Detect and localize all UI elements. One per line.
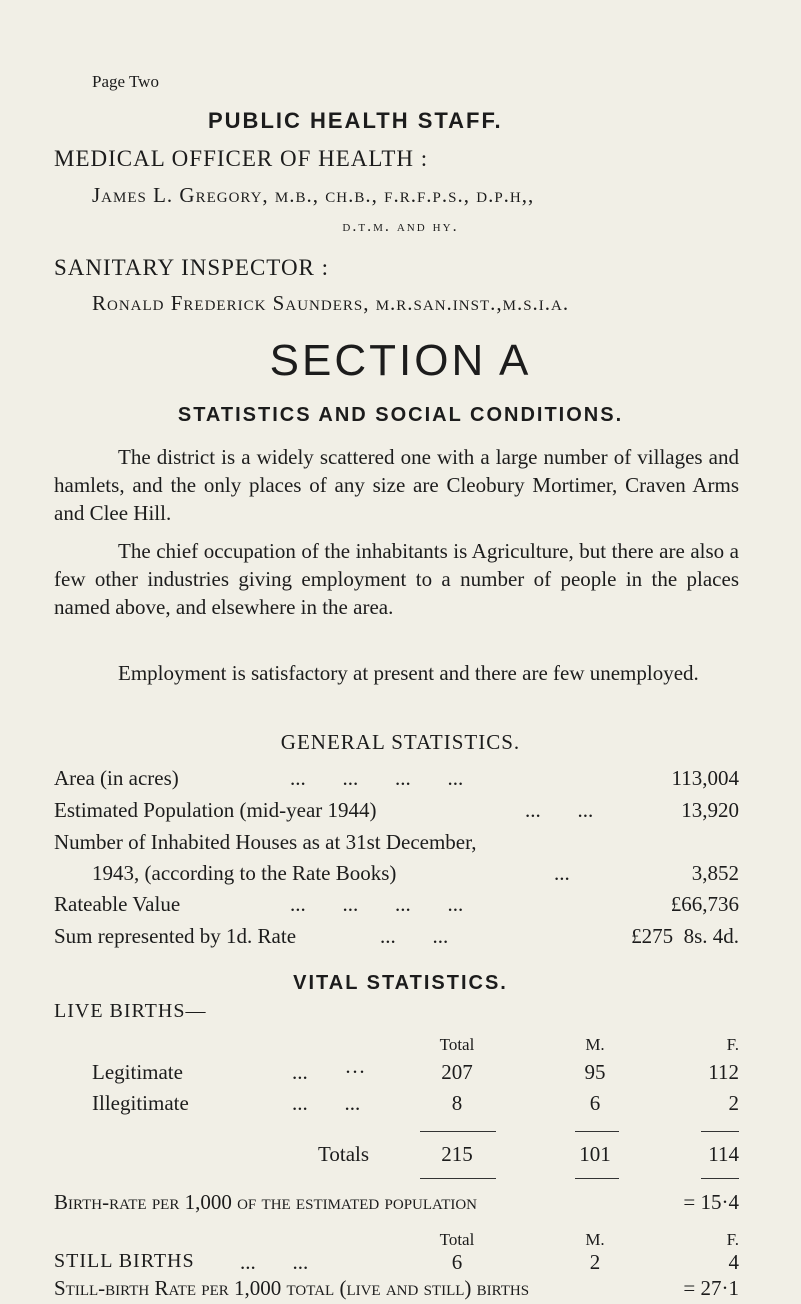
still-births-f: 4: [728, 1250, 739, 1274]
moh-title: MEDICAL OFFICER OF HEALTH :: [54, 146, 429, 171]
illegitimate-m: 6: [589, 1091, 601, 1115]
col-m: M.: [585, 1035, 605, 1054]
f-rule-bottom: [701, 1178, 739, 1179]
total-rule-bottom: [420, 1178, 496, 1179]
birth-rate-value: = 15·4: [683, 1190, 739, 1214]
still-col-m: M.: [585, 1230, 605, 1249]
gs-row-rate-dots: ... ...: [380, 924, 449, 948]
gs-row-population-label: Estimated Population (mid-year 1944): [54, 798, 377, 822]
totals-label: Totals: [318, 1142, 370, 1166]
moh-name: James L. Gregory, m.b., ch.b., f.r.f.p.s., d.p.h,,: [92, 183, 535, 207]
gs-row-rateable-label: Rateable Value: [54, 892, 181, 916]
live-births-label: LIVE BIRTHS—: [54, 1000, 207, 1022]
staff-heading: PUBLIC HEALTH STAFF.: [208, 108, 503, 133]
col-f: F.: [726, 1035, 739, 1054]
paragraph-occupation: The chief occupation of the inhabitants is Agriculture, but there are also a few other industries giving employment to a number of people in the places named above, and elsewhere in the area.: [54, 539, 739, 619]
gs-row-rate-value: £275 8s. 4d.: [631, 924, 739, 948]
gs-row-population-value: 13,920: [681, 798, 739, 822]
gs-row-houses-dots: ...: [554, 861, 570, 885]
gs-row-houses-label: Number of Inhabited Houses as at 31st December,: [54, 830, 477, 854]
general-statistics-heading: GENERAL STATISTICS.: [280, 730, 521, 754]
vital-statistics-heading: VITAL STATISTICS.: [293, 972, 508, 994]
still-births-label: STILL BIRTHS: [54, 1250, 195, 1272]
gs-row-houses-value: 3,852: [691, 861, 739, 885]
col-total: Total: [439, 1035, 475, 1054]
paragraph-employment: Employment is satisfactory at present and there are few unemployed.: [118, 661, 699, 685]
page-label: Page Two: [92, 72, 159, 91]
gs-row-area-value: 113,004: [671, 766, 739, 790]
gs-row-population-dots: ... ...: [525, 798, 594, 822]
gs-row-houses-label2: 1943, (according to the Rate Books): [92, 861, 397, 885]
m-rule-bottom: [575, 1178, 619, 1179]
totals-m: 101: [579, 1142, 611, 1166]
legitimate-label: Legitimate: [92, 1060, 183, 1084]
still-births-dots: ... ...: [240, 1250, 309, 1274]
illegitimate-label: Illegitimate: [92, 1091, 189, 1115]
still-col-f: F.: [726, 1230, 739, 1249]
moh-qualifications: d.t.m. and hy.: [342, 218, 459, 235]
still-births-m: 2: [589, 1250, 601, 1274]
paragraph-district: The district is a widely scattered one with a large number of villages and hamlets, and the only places of any size are Cleobury Mortimer, Craven Arms and Clee Hill.: [54, 445, 739, 525]
birth-rate-text: Birth-rate per 1,000 of the estimated population: [54, 1190, 478, 1214]
still-birth-rate-value: = 27·1: [683, 1276, 739, 1300]
totals-f: 114: [708, 1142, 739, 1166]
still-births-total: 6: [451, 1250, 463, 1274]
still-birth-rate-text: Still-birth Rate per 1,000 total (live and still) births: [54, 1276, 530, 1300]
f-rule-top: [701, 1131, 739, 1132]
legitimate-dots: ... ···: [292, 1060, 366, 1084]
gs-row-area-label: Area (in acres): [54, 766, 179, 790]
gs-row-area-dots: ... ... ... ...: [290, 766, 464, 790]
gs-row-rate-label: Sum represented by 1d. Rate: [54, 924, 297, 948]
illegitimate-dots: ... ...: [292, 1091, 361, 1115]
section-subtitle: STATISTICS AND SOCIAL CONDITIONS.: [177, 404, 624, 426]
gs-row-rateable-dots: ... ... ... ...: [290, 892, 464, 916]
legitimate-f: 112: [708, 1060, 739, 1084]
total-rule-top: [420, 1131, 496, 1132]
si-name: Ronald Frederick Saunders, m.r.san.inst.,m.s.i.a.: [92, 291, 570, 315]
legitimate-total: 207: [441, 1060, 473, 1084]
section-title: SECTION A: [269, 336, 532, 385]
still-col-total: Total: [439, 1230, 475, 1249]
gs-row-rateable-value: £66,736: [670, 892, 739, 916]
totals-total: 215: [441, 1142, 473, 1166]
m-rule-top: [575, 1131, 619, 1132]
illegitimate-total: 8: [451, 1091, 463, 1115]
legitimate-m: 95: [584, 1060, 606, 1084]
illegitimate-f: 2: [728, 1091, 739, 1115]
si-title: SANITARY INSPECTOR :: [54, 255, 330, 280]
